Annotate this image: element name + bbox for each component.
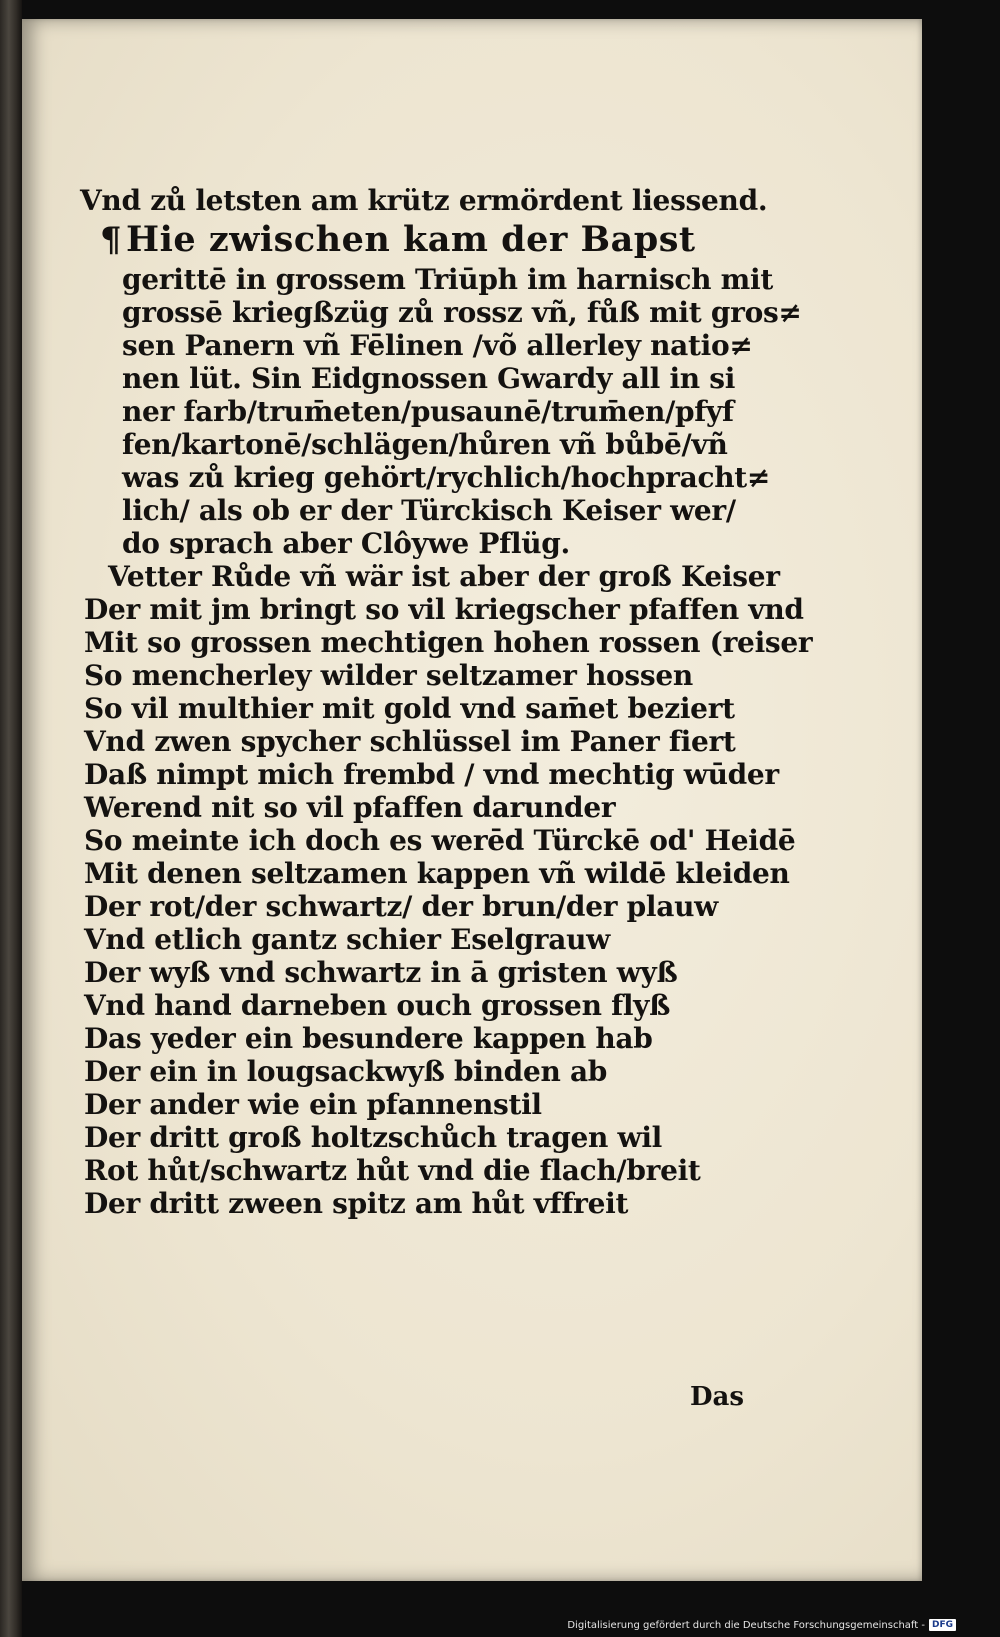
verse-line-9: So meinte ich doch es werēd Türckē od' Heidē [84,824,796,857]
verse-line-10: Mit denen seltzamen kappen vñ wildē kleiden [84,857,790,890]
catchword: Das [690,1382,745,1412]
verse-line-14: Vnd hand darneben ouch grossen flyß [84,989,671,1022]
verse-line-16: Der ein in lougsackwyß binden ab [84,1055,608,1088]
verse-line-3: Mit so grossen mechtigen hohen rossen (reiser [84,626,813,659]
page-text [80,184,813,1220]
verse-line-18: Der dritt groß holtzschůch tragen wil [84,1121,662,1154]
verse-line-15: Das yeder ein besundere kappen hab [84,1022,653,1055]
verse-line-8: Werend nit so vil pfaffen darunder [84,791,616,824]
text-line-10: lich/ als ob er der Türckisch Keiser wer/ [122,494,736,527]
text-line-5: sen Panern vñ Fēlinen /võ allerley natio≠ [122,329,753,362]
text-line-9: was zů krieg gehört/rychlich/hochpracht≠ [122,461,771,494]
verse-line-4: So mencherley wilder seltzamer hossen [84,659,693,692]
verse-line-6: Vnd zwen spycher schlüssel im Paner fiert [84,725,736,758]
heading-text: Hie zwischen kam der Bapst [126,219,696,260]
book-page [22,19,922,1581]
text-line-7: ner farb/trum̄eten/pusaunē/trum̄en/pfyf [122,395,734,428]
verse-line-20: Der dritt zween spitz am hůt vffreit [84,1187,629,1220]
text-line-3: gerittē in grossem Triūph im harnisch mit [122,263,773,296]
text-line-6: nen lüt. Sin Eidgnossen Gwardy all in si [122,362,736,395]
verse-line-12: Vnd etlich gantz schier Eselgrauw [84,923,610,956]
text-line-8: fen/kartonē/schlägen/hůren vñ bůbē/vñ [122,428,728,461]
verse-line-7: Daß nimpt mich frembd / vnd mechtig wūder [84,758,779,791]
text-line-11: do sprach aber Clôywe Pflüg. [122,527,570,560]
verse-line-5: So vil multhier mit gold vnd sam̄et beziert [84,692,735,725]
book-binding [0,0,22,1637]
verse-line-2: Der mit jm bringt so vil kriegscher pfaffen vnd [84,593,804,626]
pilcrow-icon: ¶ [100,220,123,260]
verse-line-11: Der rot/der schwartz/ der brun/der plauw [84,890,718,923]
footer-credit-text: Digitalisierung gefördert durch die Deutsche Forschungsgemeinschaft - [567,1619,925,1631]
text-line-1: Vnd zů letsten am krütz ermördent liessend. [80,184,768,217]
digitization-footer [567,1619,956,1631]
verse-line-13: Der wyß vnd schwartz in ā gristen wyß [84,956,678,989]
verse-line-1: Vetter Růde vñ wär ist aber der groß Keiser [108,560,780,593]
text-line-4: grossē kriegßzüg zů rossz vñ, fůß mit gros≠ [122,296,802,329]
verse-line-17: Der ander wie ein pfannenstil [84,1088,542,1121]
dfg-logo-icon: DFG [929,1619,956,1631]
verse-line-19: Rot hůt/schwartz hůt vnd die flach/breit [84,1154,701,1187]
section-heading [80,217,800,263]
